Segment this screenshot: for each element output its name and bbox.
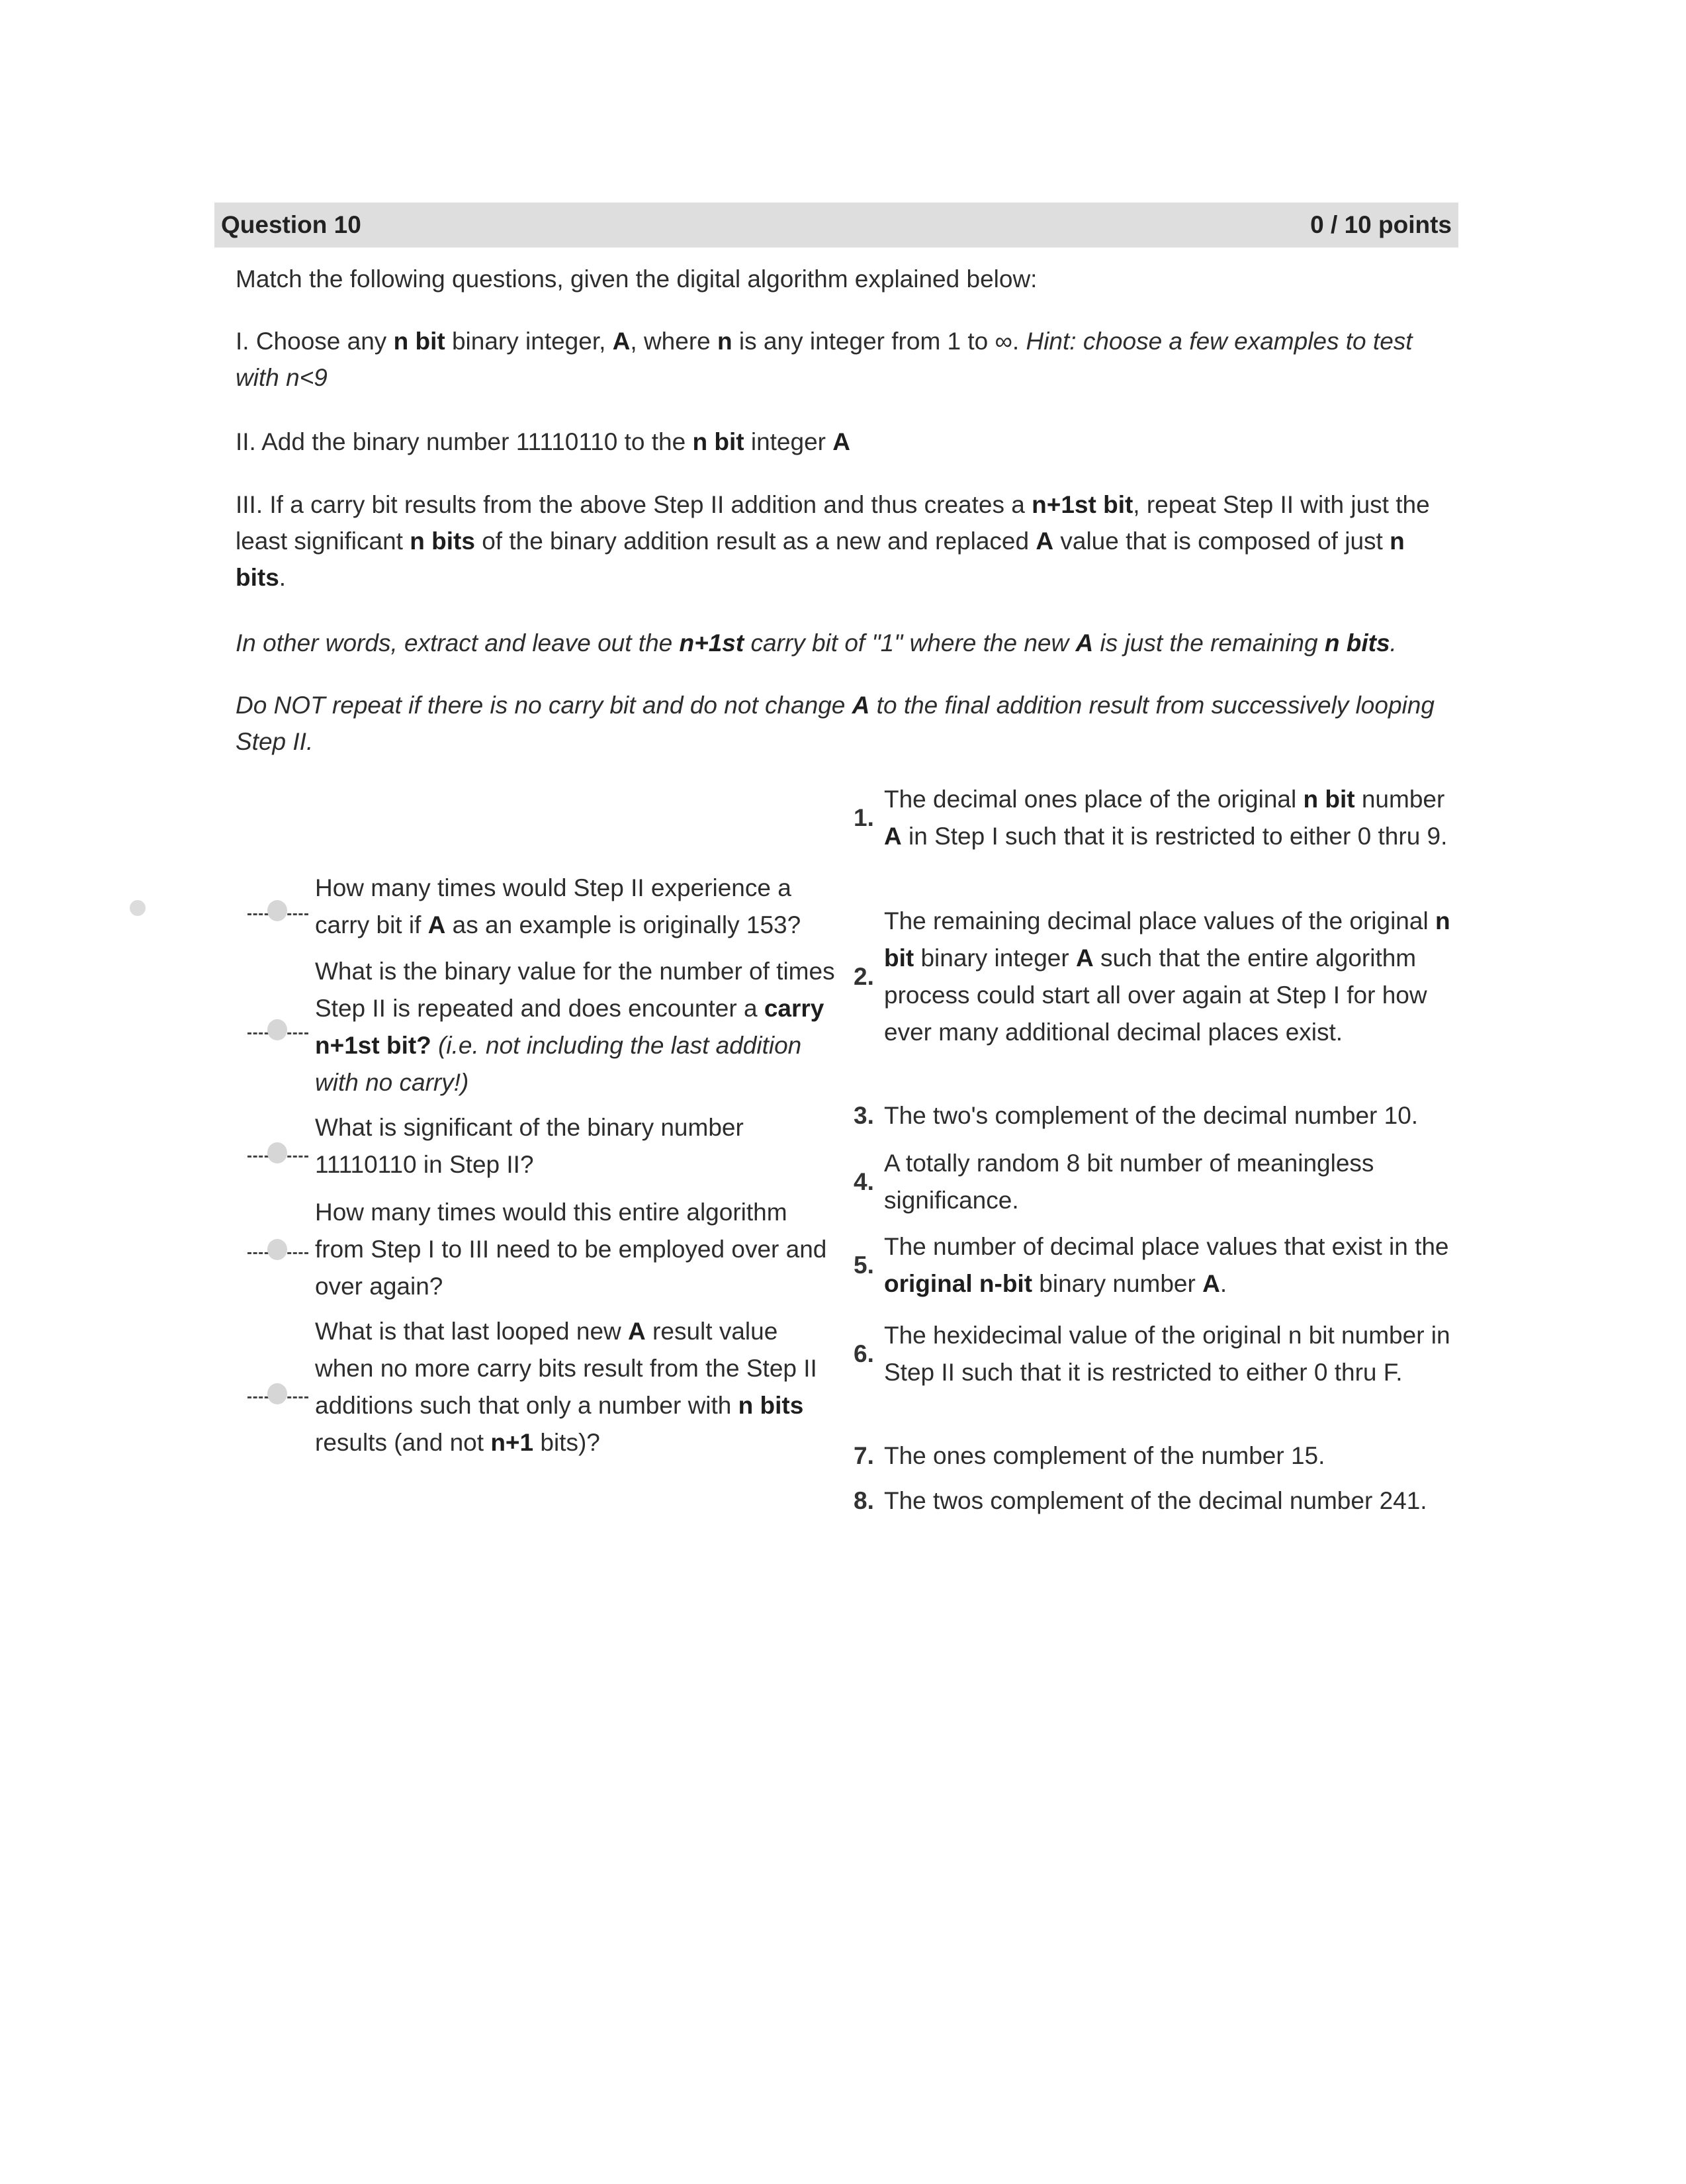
step-2: II. Add the binary number 11110110 to the n bit integer A (236, 428, 850, 455)
answer-choice-2: 2. The remaining decimal place values of the original n bit binary integer A such that the entire algorithm process could start all over again at Step I for how ever many additional decimal places exist. (854, 907, 1450, 1046)
question-header (214, 203, 1458, 248)
intro-text: Match the following questions, given the digital algorithm explained below: (236, 265, 1038, 293)
answer-choice-1: 1. The decimal ones place of the original n bit number A in Step I such that it is restricted to either 0 thru 9. (854, 786, 1448, 850)
answer-blank-4[interactable] (247, 1239, 308, 1265)
answer-choice-3: 3. The two's complement of the decimal number 10. (854, 1102, 1419, 1129)
answer-choice-5: 5. The number of decimal place values that exist in the original n-bit binary number A. (854, 1233, 1449, 1297)
answer-choice-6: 6. The hexidecimal value of the original n bit number in Step II such that it is restricted to either 0 thru F. (854, 1322, 1450, 1386)
question-stem-4: How many times would this entire algorithm from Step I to III need to be employed over and over again? (315, 1199, 827, 1300)
answer-blank-1[interactable] (247, 900, 308, 927)
answer-choice-4: 4. A totally random 8 bit number of meaningless significance. (854, 1150, 1374, 1214)
question-stem-2: What is the binary value for the number of times Step II is repeated and does encounter a carry n+1st bit? (i.e. not including the last addition with no carry!) (315, 958, 835, 1096)
note-do-not-repeat: Do NOT repeat if there is no carry bit and do not change A to the final addition result from successively looping Step II. (236, 692, 1435, 755)
step-3: III. If a carry bit results from the above Step II addition and thus creates a n+1st bit, repeat Step II with just the least significant n bits of the binary addition result as a new and replaced A value that is composed of just n bits. (236, 491, 1430, 591)
question-title: Question 10 (221, 211, 361, 238)
answer-blank-3[interactable] (247, 1142, 308, 1169)
question-stem-3: What is significant of the binary number 11110110 in Step II? (315, 1114, 744, 1178)
decorative-dot (130, 900, 146, 916)
answer-choice-7: 7. The ones complement of the number 15. (854, 1442, 1325, 1469)
question-stem-5: What is that last looped new A result value when no more carry bits result from the Step II additions such that only a number with n bits results (and not n+1 bits)? (315, 1318, 817, 1456)
question-points: 0 / 10 points (1310, 211, 1452, 238)
answer-choice-8: 8. The twos complement of the decimal number 241. (854, 1487, 1427, 1514)
answer-blank-5[interactable] (247, 1383, 308, 1410)
question-stem-1: How many times would Step II experience a carry bit if A as an example is originally 153? (315, 874, 801, 938)
step-1: I. Choose any n bit binary integer, A, where n is any integer from 1 to ∞. Hint: choose a few examples to test with n<9 (236, 328, 1413, 391)
answer-blank-2[interactable] (247, 1019, 308, 1046)
note-extract: In other words, extract and leave out the n+1st carry bit of "1" where the new A is just the remaining n bits. (236, 629, 1397, 657)
